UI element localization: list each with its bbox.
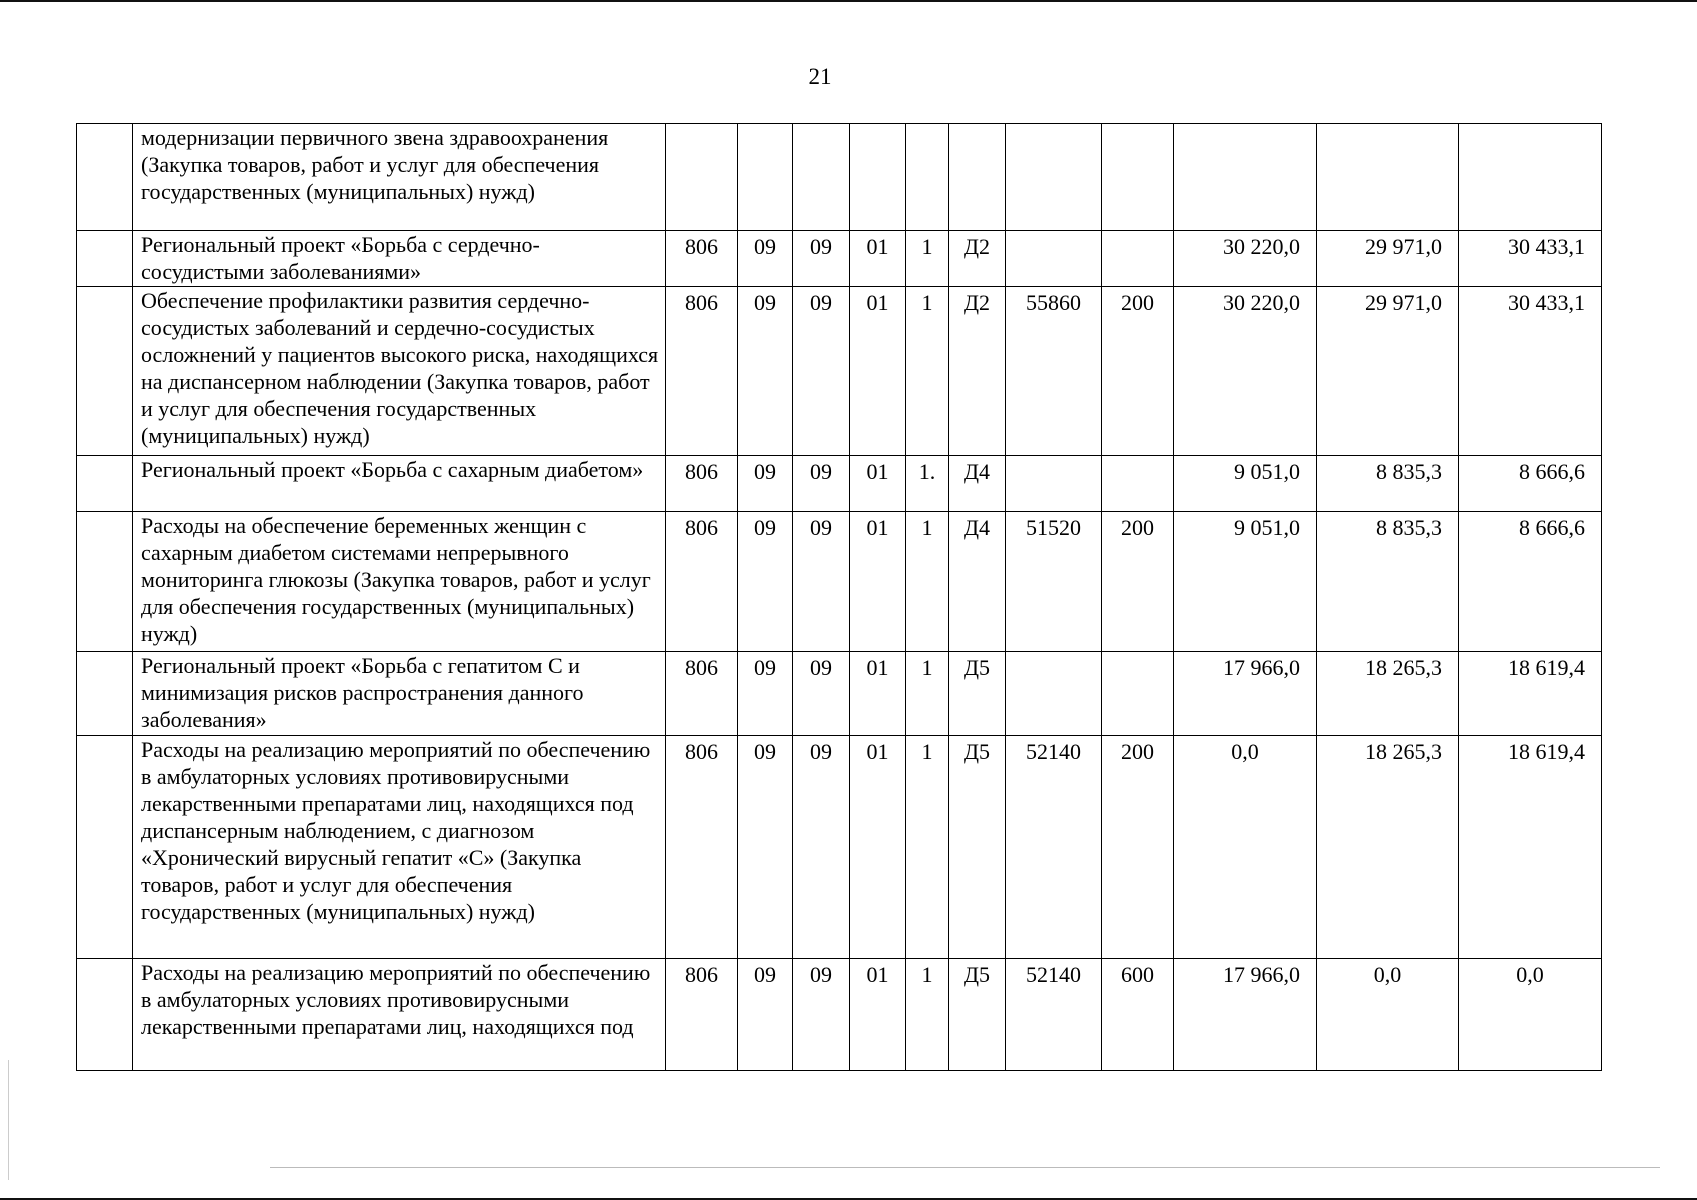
expense-type-code [1102,124,1174,231]
amount-year-2: 29 971,0 [1317,287,1459,456]
expense-type-code [1102,652,1174,736]
direction-code [1006,456,1102,512]
subprogram-code [906,124,949,231]
item-description: модернизации первичного звена здравоохранения (Закупка товаров, работ и услуг для обеспечения государственных (муниципальных) нужд) [133,124,666,231]
section-code: 09 [738,512,793,652]
amount-year-2: 18 265,3 [1317,652,1459,736]
direction-code: 55860 [1006,287,1102,456]
program-code: 01 [850,959,906,1071]
row-index-cell [77,456,133,512]
section-code: 09 [738,959,793,1071]
program-code: 01 [850,512,906,652]
ministry-code: 806 [666,736,738,959]
amount-year-3: 8 666,6 [1459,456,1602,512]
row-index-cell [77,231,133,287]
expense-type-code: 200 [1102,512,1174,652]
subprogram-code: 1 [906,231,949,287]
budget-table [76,123,1602,1071]
amount-year-3: 30 433,1 [1459,287,1602,456]
expense-type-code [1102,231,1174,287]
ministry-code [666,124,738,231]
subsection-code: 09 [793,456,850,512]
subprogram-code: 1 [906,736,949,959]
section-code: 09 [738,287,793,456]
subprogram-code: 1 [906,287,949,456]
item-description: Региональный проект «Борьба с сердечно-сосудистыми заболеваниями» [133,231,666,287]
expense-type-code: 200 [1102,736,1174,959]
section-code: 09 [738,652,793,736]
program-code: 01 [850,287,906,456]
subsection-code: 09 [793,959,850,1071]
section-code [738,124,793,231]
subsection-code: 09 [793,231,850,287]
program-code: 01 [850,652,906,736]
amount-year-2: 0,0 [1317,959,1459,1071]
table-row [77,736,1602,959]
subprogram-code: 1 [906,652,949,736]
program-code [850,124,906,231]
item-description: Региональный проект «Борьба с сахарным диабетом» [133,456,666,512]
amount-year-2: 8 835,3 [1317,512,1459,652]
table-row [77,652,1602,736]
direction-code: 52140 [1006,736,1102,959]
project-code: Д2 [949,287,1006,456]
table-row [77,231,1602,287]
subprogram-code: 1 [906,959,949,1071]
project-code: Д2 [949,231,1006,287]
project-code: Д5 [949,959,1006,1071]
row-index-cell [77,652,133,736]
amount-year-2 [1317,124,1459,231]
table-row [77,287,1602,456]
amount-year-3: 0,0 [1459,959,1602,1071]
amount-year-1: 17 966,0 [1174,652,1317,736]
item-description: Расходы на реализацию мероприятий по обеспечению в амбулаторных условиях противовирусными лекарственными препаратами лиц, находящихся под диспансерным наблюдением, с диагнозом «Хронический вирусный гепатит «С» (Закупка товаров, работ и услуг для обеспечения государственных (муниципальных) нужд) [133,736,666,959]
ministry-code: 806 [666,652,738,736]
row-index-cell [77,287,133,456]
amount-year-1: 9 051,0 [1174,512,1317,652]
ministry-code: 806 [666,287,738,456]
item-description: Обеспечение профилактики развития сердечно-сосудистых заболеваний и сердечно-сосудистых осложнений у пациентов высокого риска, находящихся на диспансерном наблюдении (Закупка товаров, работ и услуг для обеспечения государственных (муниципальных) нужд) [133,287,666,456]
table-row [77,124,1602,231]
amount-year-1: 30 220,0 [1174,231,1317,287]
table-row [77,959,1602,1071]
row-index-cell [77,124,133,231]
amount-year-3: 18 619,4 [1459,652,1602,736]
scan-artifact-margin [8,1060,9,1180]
program-code: 01 [850,456,906,512]
amount-year-1: 30 220,0 [1174,287,1317,456]
subprogram-code: 1 [906,512,949,652]
ministry-code: 806 [666,231,738,287]
scan-artifact-line [270,1167,1660,1168]
amount-year-1: 17 966,0 [1174,959,1317,1071]
page-number: 21 [808,64,832,89]
expense-type-code [1102,456,1174,512]
amount-year-3: 8 666,6 [1459,512,1602,652]
project-code [949,124,1006,231]
amount-year-1: 9 051,0 [1174,456,1317,512]
subsection-code [793,124,850,231]
row-index-cell [77,512,133,652]
subsection-code: 09 [793,512,850,652]
page-top-border [0,0,1697,2]
table-row [77,456,1602,512]
program-code: 01 [850,231,906,287]
direction-code [1006,231,1102,287]
amount-year-2: 18 265,3 [1317,736,1459,959]
expense-type-code: 600 [1102,959,1174,1071]
project-code: Д4 [949,456,1006,512]
subsection-code: 09 [793,287,850,456]
subsection-code: 09 [793,652,850,736]
amount-year-3: 30 433,1 [1459,231,1602,287]
item-description: Региональный проект «Борьба с гепатитом С и минимизация рисков распространения данного заболевания» [133,652,666,736]
project-code: Д5 [949,652,1006,736]
direction-code [1006,124,1102,231]
program-code: 01 [850,736,906,959]
amount-year-1 [1174,124,1317,231]
section-code: 09 [738,456,793,512]
row-index-cell [77,959,133,1071]
item-description: Расходы на обеспечение беременных женщин с сахарным диабетом системами непрерывного мониторинга глюкозы (Закупка товаров, работ и услуг для обеспечения государственных (муниципальных) нужд) [133,512,666,652]
table-row [77,512,1602,652]
direction-code [1006,652,1102,736]
ministry-code: 806 [666,512,738,652]
direction-code: 51520 [1006,512,1102,652]
item-description: Расходы на реализацию мероприятий по обеспечению в амбулаторных условиях противовирусными лекарственными препаратами лиц, находящихся под [133,959,666,1071]
project-code: Д4 [949,512,1006,652]
direction-code: 52140 [1006,959,1102,1071]
project-code: Д5 [949,736,1006,959]
amount-year-1: 0,0 [1174,736,1317,959]
row-index-cell [77,736,133,959]
subsection-code: 09 [793,736,850,959]
amount-year-3 [1459,124,1602,231]
amount-year-2: 29 971,0 [1317,231,1459,287]
amount-year-2: 8 835,3 [1317,456,1459,512]
ministry-code: 806 [666,456,738,512]
section-code: 09 [738,736,793,959]
ministry-code: 806 [666,959,738,1071]
section-code: 09 [738,231,793,287]
amount-year-3: 18 619,4 [1459,736,1602,959]
subprogram-code: 1. [906,456,949,512]
expense-type-code: 200 [1102,287,1174,456]
